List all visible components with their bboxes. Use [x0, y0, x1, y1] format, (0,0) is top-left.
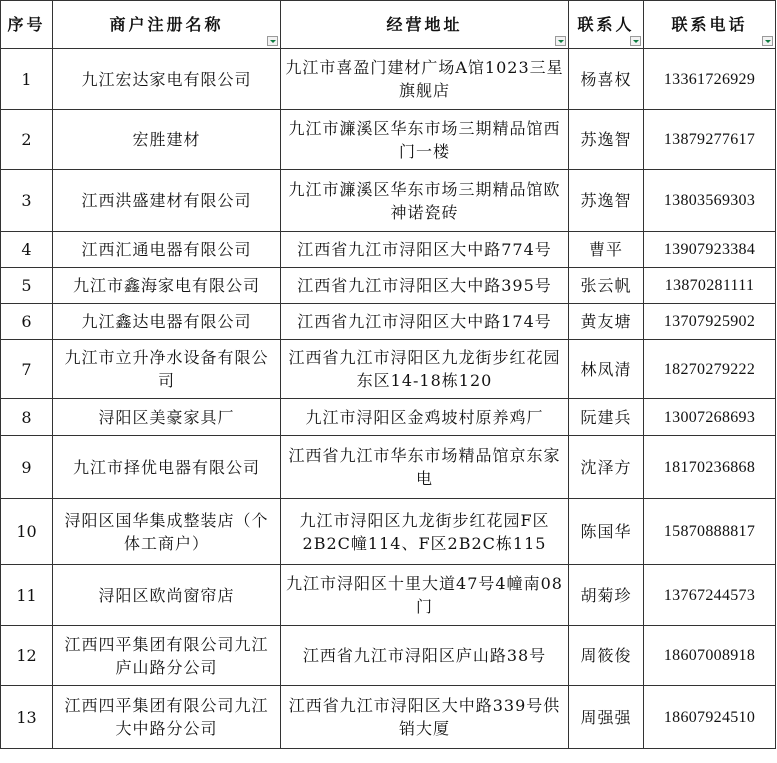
header-name-label: 商户注册名称	[109, 15, 224, 34]
cell-contact: 苏逸智	[569, 170, 644, 232]
header-contact-label: 联系人	[577, 15, 635, 34]
table-row	[1, 268, 776, 304]
cell-contact: 黄友塘	[569, 304, 644, 340]
cell-name: 浔阳区国华集成整装店（个体工商户）	[53, 499, 281, 565]
cell-seq: 6	[1, 304, 53, 340]
cell-phone: 13361726929	[644, 49, 776, 110]
cell-address: 九江市浔阳区九龙街步红花园F区2B2C幢114、F区2B2C栋115	[281, 499, 569, 565]
filter-dropdown-icon[interactable]	[762, 36, 773, 46]
header-row	[1, 1, 776, 49]
cell-name: 宏胜建材	[53, 110, 281, 170]
table-row	[1, 436, 776, 499]
table-row	[1, 626, 776, 686]
cell-phone: 13767244573	[644, 565, 776, 626]
cell-contact: 苏逸智	[569, 110, 644, 170]
cell-name: 九江市鑫海家电有限公司	[53, 268, 281, 304]
cell-address: 江西省九江市浔阳区大中路339号供销大厦	[281, 686, 569, 749]
cell-phone: 13870281111	[644, 268, 776, 304]
filter-dropdown-icon[interactable]	[630, 36, 641, 46]
table-row	[1, 170, 776, 232]
table-row	[1, 399, 776, 436]
cell-name: 浔阳区欧尚窗帘店	[53, 565, 281, 626]
cell-contact: 林凤清	[569, 340, 644, 399]
table-row	[1, 499, 776, 565]
cell-name: 江西洪盛建材有限公司	[53, 170, 281, 232]
cell-name: 江西四平集团有限公司九江大中路分公司	[53, 686, 281, 749]
cell-seq: 2	[1, 110, 53, 170]
cell-name: 九江市择优电器有限公司	[53, 436, 281, 499]
table-row	[1, 232, 776, 268]
cell-address: 江西省九江市浔阳区大中路395号	[281, 268, 569, 304]
cell-phone: 13707925902	[644, 304, 776, 340]
cell-seq: 9	[1, 436, 53, 499]
cell-phone: 13007268693	[644, 399, 776, 436]
cell-phone: 18270279222	[644, 340, 776, 399]
cell-name: 江西汇通电器有限公司	[53, 232, 281, 268]
header-seq	[1, 1, 53, 49]
cell-phone: 13803569303	[644, 170, 776, 232]
table-row	[1, 110, 776, 170]
cell-phone: 13907923384	[644, 232, 776, 268]
cell-seq: 13	[1, 686, 53, 749]
cell-address: 九江市濂溪区华东市场三期精品馆欧神诺瓷砖	[281, 170, 569, 232]
table-row	[1, 340, 776, 399]
cell-seq: 10	[1, 499, 53, 565]
cell-phone: 15870888817	[644, 499, 776, 565]
table-row	[1, 49, 776, 110]
cell-address: 江西省九江市浔阳区庐山路38号	[281, 626, 569, 686]
filter-dropdown-icon[interactable]	[555, 36, 566, 46]
header-address-label: 经营地址	[386, 15, 463, 34]
cell-name: 浔阳区美豪家具厂	[53, 399, 281, 436]
cell-phone: 18607008918	[644, 626, 776, 686]
cell-address: 江西省九江市浔阳区大中路174号	[281, 304, 569, 340]
cell-address: 江西省九江市浔阳区大中路774号	[281, 232, 569, 268]
header-address	[281, 1, 569, 49]
header-phone-label: 联系电话	[671, 15, 748, 34]
cell-address: 江西省九江市华东市场精品馆京东家电	[281, 436, 569, 499]
cell-phone: 18170236868	[644, 436, 776, 499]
cell-name: 江西四平集团有限公司九江庐山路分公司	[53, 626, 281, 686]
table-row	[1, 565, 776, 626]
cell-contact: 周强强	[569, 686, 644, 749]
cell-address: 江西省九江市浔阳区九龙街步红花园东区14-18栋120	[281, 340, 569, 399]
header-phone	[644, 1, 776, 49]
cell-seq: 8	[1, 399, 53, 436]
cell-contact: 胡菊珍	[569, 565, 644, 626]
cell-address: 九江市濂溪区华东市场三期精品馆西门一楼	[281, 110, 569, 170]
header-contact	[569, 1, 644, 49]
table-row	[1, 304, 776, 340]
cell-phone: 18607924510	[644, 686, 776, 749]
cell-contact: 陈国华	[569, 499, 644, 565]
cell-name: 九江市立升净水设备有限公司	[53, 340, 281, 399]
cell-seq: 12	[1, 626, 53, 686]
cell-contact: 周筱俊	[569, 626, 644, 686]
filter-dropdown-icon[interactable]	[267, 36, 278, 46]
cell-contact: 阮建兵	[569, 399, 644, 436]
header-seq-label: 序号	[7, 15, 46, 34]
header-name	[53, 1, 281, 49]
cell-name: 九江宏达家电有限公司	[53, 49, 281, 110]
cell-contact: 张云帆	[569, 268, 644, 304]
cell-seq: 3	[1, 170, 53, 232]
cell-seq: 1	[1, 49, 53, 110]
cell-seq: 7	[1, 340, 53, 399]
cell-address: 九江市浔阳区金鸡坡村原养鸡厂	[281, 399, 569, 436]
cell-contact: 杨喜权	[569, 49, 644, 110]
table-row	[1, 686, 776, 749]
cell-seq: 11	[1, 565, 53, 626]
cell-phone: 13879277617	[644, 110, 776, 170]
cell-seq: 4	[1, 232, 53, 268]
cell-seq: 5	[1, 268, 53, 304]
cell-address: 九江市浔阳区十里大道47号4幢南08门	[281, 565, 569, 626]
cell-contact: 曹平	[569, 232, 644, 268]
cell-name: 九江鑫达电器有限公司	[53, 304, 281, 340]
cell-contact: 沈泽方	[569, 436, 644, 499]
cell-address: 九江市喜盈门建材广场A馆1023三星旗舰店	[281, 49, 569, 110]
